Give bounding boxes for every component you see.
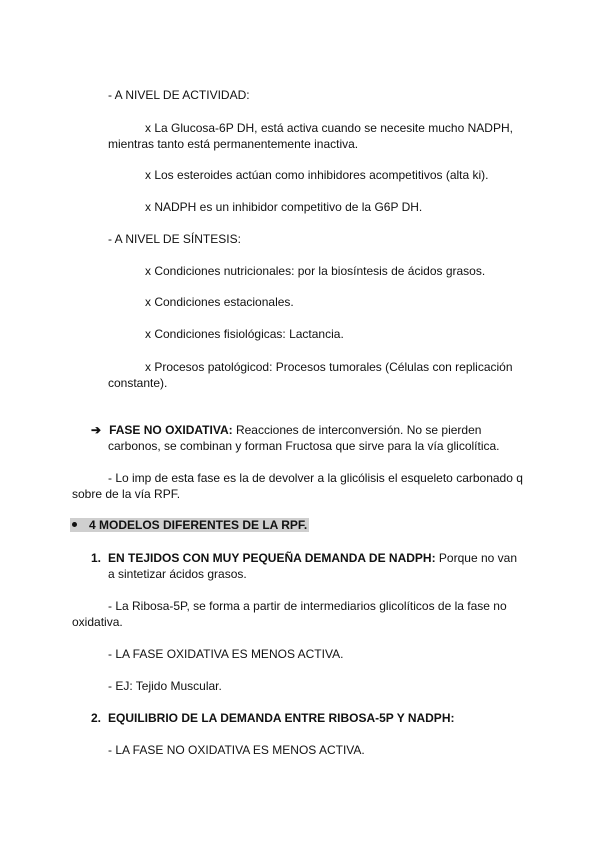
modelo-1-note-1-line-2: oxidativa. xyxy=(72,615,123,629)
sintesis-heading: - A NIVEL DE SÍNTESIS: xyxy=(108,232,241,246)
modelo-2-number: 2. xyxy=(91,711,102,725)
modelo-1-number: 1. xyxy=(91,551,102,565)
sintesis-item-2: x Condiciones estacionales. xyxy=(145,295,294,309)
fase-no-oxidativa-line-2: carbonos, se combinan y forman Fructosa que sirve para la vía glicolítica. xyxy=(108,439,500,453)
arrow-right-icon: ➔ xyxy=(91,423,102,437)
modelo-2-title: EQUILIBRIO DE LA DEMANDA ENTRE RIBOSA-5P Y NADPH: xyxy=(108,711,455,725)
modelos-heading-row xyxy=(70,518,309,533)
fase-no-oxidativa-line-1 xyxy=(91,423,481,438)
actividad-item-1-line-1: x La Glucosa-6P DH, está activa cuando se necesite mucho NADPH, xyxy=(145,121,513,135)
modelo-1-text-2: a sintetizar ácidos grasos. xyxy=(108,567,247,581)
modelo-1-text-1: Porque no van xyxy=(435,551,517,565)
fase-no-oxidativa-note-line-1: - Lo imp de esta fase es la de devolver a la glicólisis el esqueleto carbonado q xyxy=(108,471,523,485)
actividad-item-3: x NADPH es un inhibidor competitivo de la G6P DH. xyxy=(145,200,423,214)
actividad-item-1-line-2: mientras tanto está permanentemente inactiva. xyxy=(108,137,359,151)
modelo-2-title-row xyxy=(91,711,454,726)
modelo-1-note-3: - EJ: Tejido Muscular. xyxy=(108,679,222,693)
sintesis-item-4-line-2: constante). xyxy=(108,376,168,390)
modelos-heading: 4 MODELOS DIFERENTES DE LA RPF. xyxy=(70,518,309,532)
fase-no-oxidativa-label: FASE NO OXIDATIVA: xyxy=(109,423,233,437)
modelo-2-note-1: - LA FASE NO OXIDATIVA ES MENOS ACTIVA. xyxy=(108,743,365,757)
fase-no-oxidativa-text-1: Reacciones de interconversión. No se pierden xyxy=(232,423,482,437)
modelo-1-note-1-line-1: - La Ribosa-5P, se forma a partir de intermediarios glicolíticos de la fase no xyxy=(108,599,507,613)
sintesis-item-4-line-1: x Procesos patológicod: Procesos tumorales (Células con replicación xyxy=(145,360,513,374)
sintesis-item-3: x Condiciones fisiológicas: Lactancia. xyxy=(145,327,344,341)
bullet-icon xyxy=(72,522,77,527)
modelo-1-title-row xyxy=(91,551,517,566)
modelo-1-title: EN TEJIDOS CON MUY PEQUEÑA DEMANDA DE NADPH: xyxy=(108,551,436,565)
fase-no-oxidativa-note-line-2: sobre de la vía RPF. xyxy=(72,487,181,501)
sintesis-item-1: x Condiciones nutricionales: por la biosíntesis de ácidos grasos. xyxy=(145,264,486,278)
actividad-heading: - A NIVEL DE ACTIVIDAD: xyxy=(108,88,250,102)
modelo-1-note-2: - LA FASE OXIDATIVA ES MENOS ACTIVA. xyxy=(108,647,344,661)
actividad-item-2: x Los esteroides actúan como inhibidores acompetitivos (alta ki). xyxy=(145,168,489,182)
